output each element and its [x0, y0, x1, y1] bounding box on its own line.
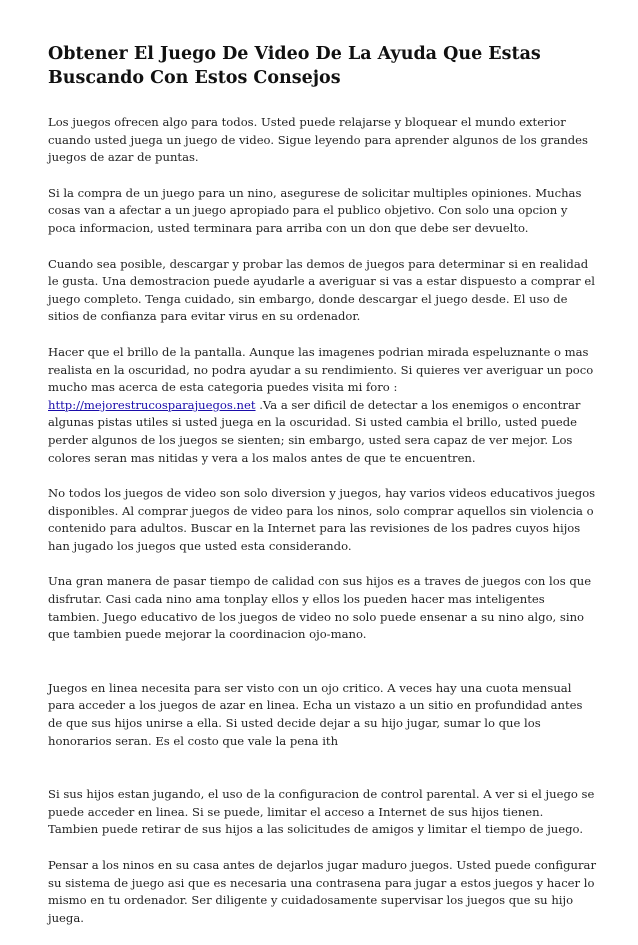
paragraph-2: Si la compra de un juego para un nino, asegurese de solicitar multiples opiniones. Muchas cosas van a afectar a un juego apropiado para el publico objetivo. Con solo una opcion y poca informacion, usted terminara para arriba con un don que debe ser devuelto.: [48, 185, 582, 235]
paragraph-8: Si sus hijos estan jugando, el uso de la configuracion de control parental. A ver si el juego se puede acceder en linea. Si se puede, limitar el acceso a Internet de sus hijos tienen. Tambien puede retirar de sus hijos a las solicitudes de amigos y limitar el tiempo de juego.: [48, 787, 595, 837]
paragraph-7: Juegos en linea necesita para ser visto con un ojo critico. A veces hay una cuota mensual para acceder a los juegos de azar en linea. Echa un vistazo a un sitio en profundidad antes de que sus hijos unirse a ella. Si usted decide dejar a su hijo jugar, sumar lo que los honorarios seran. Es el costo que vale la pena ith: [48, 680, 583, 748]
paragraph-1: Los juegos ofrecen algo para todos. Usted puede relajarse y bloquear el mundo exterior cuando usted juega un juego de video. Sigue leyendo para aprender algunos de los grandes juegos de azar de puntas.: [48, 115, 588, 165]
document-page: [48, 42, 596, 945]
paragraph-5: No todos los juegos de video son solo diversion y juegos, hay varios videos educativos juegos disponibles. Al comprar juegos de video para los ninos, solo comprar aquellos sin violencia o contenido para adultos. Buscar en la Internet para las revisiones de los padres cuyos hijos han jugado los juegos que usted esta considerando.: [48, 486, 596, 553]
paragraph-3: Cuando sea posible, descargar y probar las demos de juegos para determinar si en realidad le gusta. Una demostracion puede ayudarle a averiguar si vas a estar dispuesto a comprar el juego completo. Tenga cuidado, sin embargo, donde descargar el juego desde. El uso de sitios de confianza para evitar virus en su ordenador.: [48, 256, 595, 324]
forum-link[interactable]: http://mejorestrucosparajuegos.net: [48, 397, 256, 412]
paragraph-6: Una gran manera de pasar tiempo de calidad con sus hijos es a traves de juegos con los que disfrutar. Casi cada nino ama tonplay ellos y ellos los pueden hacer mas inteligentes tambien. Juego educativo de los juegos de video no solo puede ensenar a su nino algo, sino que tambien puede mejorar la coordinacion ojo-mano.: [48, 574, 592, 642]
paragraph-4-text-before: Hacer que el brillo de la pantalla. Aunque las imagenes podrian mirada espeluznante o mas realista en la oscuridad, no podra ayudar a su rendimiento. Si quieres ver averiguar un poco mucho mas acerca de esta categoria puedes visita mi foro :: [48, 344, 594, 395]
paragraph-9: Pensar a los ninos en su casa antes de dejarlos jugar maduro juegos. Usted puede configurar su sistema de juego asi que es necesaria una contrasena para jugar a estos juegos y hacer lo mismo en tu ordenador. Ser diligente y cuidadosamente supervisar los juegos que su hijo juega.: [48, 858, 596, 925]
paragraph-4: [48, 344, 596, 467]
paragraph-4-text-after: .Va a ser dificil de detectar a los enemigos o encontrar algunas pistas utiles si usted juega en la oscuridad. Si usted cambia el brillo, usted puede perder algunos de los juegos se sienten; sin embargo, usted sera capaz de ver mejor. Los colores seran mas nitidas y vera a los malos antes de que te encuentren.: [48, 397, 581, 465]
page-title: Obtener El Juego De Video De La Ayuda Que Estas Buscando Con Estos Consejos: [48, 44, 541, 88]
